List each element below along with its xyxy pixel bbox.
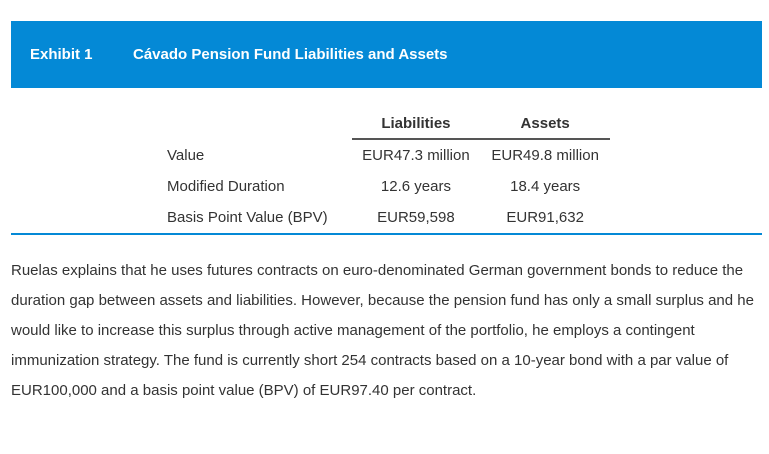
header-blank-cell	[163, 108, 352, 139]
row-label: Basis Point Value (BPV)	[167, 209, 328, 226]
body-paragraph: Ruelas explains that he uses futures contracts on euro-denominated German government bonds to reduce the duration gap between assets and liabilities. However, because the pension fund has only a small surplus and he would like to increase this surplus through active management of the portfolio, he employs a contingent immunization strategy. The fund is currently short 254 contracts based on a 10-year bond with a par value of EUR100,000 and a basis point value (BPV) of EUR97.40 per contract.	[11, 262, 754, 399]
row-label: Modified Duration	[167, 178, 285, 195]
row-label: Value	[167, 146, 205, 164]
header-assets: Assets	[480, 108, 610, 139]
exhibit-header	[11, 21, 762, 88]
exhibit-title: Cávado Pension Fund Liabilities and Assets	[133, 46, 448, 63]
exhibit-label: Exhibit 1	[30, 46, 93, 63]
liabilities-value: EUR47.3 million	[362, 147, 470, 164]
table-row	[163, 202, 610, 233]
assets-value: 18.4 years	[510, 178, 581, 195]
liabilities-assets-table	[163, 108, 610, 233]
assets-value: EUR91,632	[506, 209, 584, 226]
liabilities-value: 12.6 years	[380, 178, 451, 195]
table-row	[163, 139, 610, 171]
table-row	[163, 171, 610, 202]
table-header-row	[163, 108, 610, 139]
liabilities-value: EUR59,598	[377, 209, 455, 226]
exhibit-divider	[11, 233, 762, 235]
assets-value: EUR49.8 million	[491, 147, 599, 164]
exhibit-table-container	[163, 108, 610, 233]
header-liabilities: Liabilities	[352, 108, 481, 139]
